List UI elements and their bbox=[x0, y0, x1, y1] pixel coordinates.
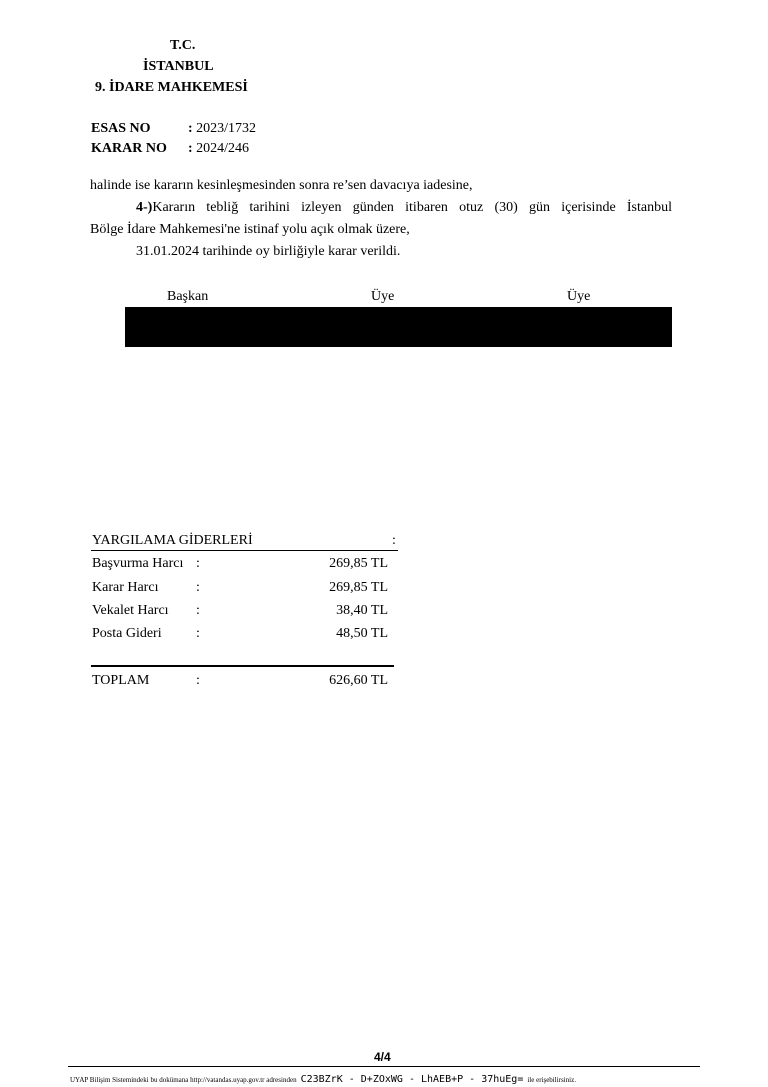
signature-member-1: Üye bbox=[371, 289, 395, 304]
item-4-line-1 bbox=[136, 200, 672, 216]
esas-label: ESAS NO bbox=[91, 121, 151, 136]
cost-row-colon: : bbox=[196, 603, 200, 618]
karar-value-line bbox=[188, 141, 249, 157]
signature-chair: Başkan bbox=[167, 289, 209, 304]
item-4-number: 4-) bbox=[136, 200, 153, 215]
cost-row-colon: : bbox=[196, 626, 200, 641]
cost-row-value: 38,40 TL bbox=[336, 603, 388, 618]
cost-row-name: Karar Harcı bbox=[92, 580, 159, 595]
costs-title-colon: : bbox=[392, 533, 396, 548]
cost-total-colon: : bbox=[196, 673, 200, 688]
costs-total-rule bbox=[91, 665, 394, 667]
body-line-1: halinde ise kararın kesinleşmesinden sonra re’sen davacıya iadesine, bbox=[90, 178, 473, 193]
esas-value-line bbox=[188, 121, 256, 137]
cost-row-value: 269,85 TL bbox=[329, 556, 388, 571]
costs-title-underline bbox=[91, 550, 398, 551]
item-4-line-2: Bölge İdare Mahkemesi'ne istinaf yolu açık olmak üzere, bbox=[90, 222, 410, 237]
footer-code: C23BZrK - D+ZOxWG - LhAEB+P - 37huEg= bbox=[300, 1074, 524, 1085]
cost-row-colon: : bbox=[196, 556, 200, 571]
esas-value: 2023/1732 bbox=[196, 121, 257, 136]
costs-title: YARGILAMA GİDERLERİ bbox=[92, 533, 253, 548]
header-tc: T.C. bbox=[170, 38, 196, 53]
cost-total-value: 626,60 TL bbox=[329, 673, 388, 688]
cost-row-name: Başvurma Harcı bbox=[92, 556, 184, 571]
karar-label: KARAR NO bbox=[91, 141, 167, 156]
cost-total-name: TOPLAM bbox=[92, 673, 150, 688]
footer-text-before: UYAP Bilişim Sistemindeki bu dokümana http://vatandas.uyap.gov.tr adresinden bbox=[70, 1076, 297, 1084]
cost-row-value: 269,85 TL bbox=[329, 580, 388, 595]
footer-rule bbox=[68, 1066, 700, 1067]
header-court: 9. İDARE MAHKEMESİ bbox=[95, 80, 248, 95]
karar-sep: : bbox=[188, 141, 193, 156]
karar-value: 2024/246 bbox=[196, 141, 250, 156]
signature-member-2: Üye bbox=[567, 289, 591, 304]
footer-verification bbox=[70, 1069, 576, 1087]
footer-text-after: ile erişebilirsiniz. bbox=[527, 1076, 576, 1084]
cost-row-name: Posta Gideri bbox=[92, 626, 162, 641]
closing-line: 31.01.2024 tarihinde oy birliğiyle karar verildi. bbox=[136, 244, 401, 259]
page-number: 4/4 bbox=[374, 1050, 391, 1064]
cost-row-name: Vekalet Harcı bbox=[92, 603, 169, 618]
item-4-text: Kararın tebliğ tarihini izleyen günden itibaren otuz (30) gün içerisinde İstanbul bbox=[152, 200, 672, 215]
cost-row-value: 48,50 TL bbox=[336, 626, 388, 641]
header-city: İSTANBUL bbox=[143, 59, 214, 74]
cost-row-colon: : bbox=[196, 580, 200, 595]
redaction-bar bbox=[125, 307, 672, 347]
esas-sep: : bbox=[188, 121, 193, 136]
